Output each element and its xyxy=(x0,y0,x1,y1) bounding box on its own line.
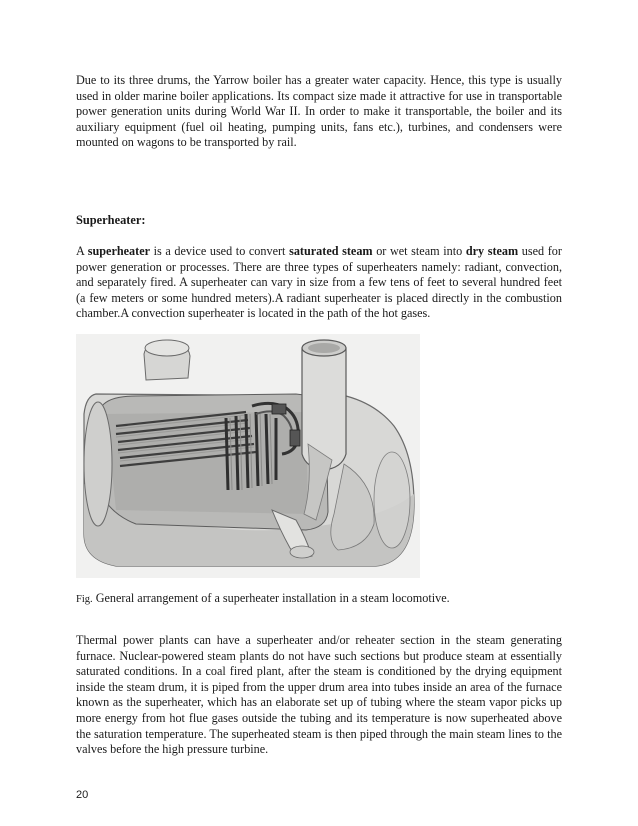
figure-label: Fig. xyxy=(76,594,93,605)
text-run: A xyxy=(76,244,88,258)
paragraph-superheater-definition xyxy=(76,244,562,322)
caption-text: General arrangement of a superheater installation in a steam locomotive. xyxy=(92,591,450,605)
page-number: 20 xyxy=(76,789,89,801)
paragraph-thermal-power-plants: Thermal power plants can have a superheater and/or reheater section in the steam generating furnace. Nuclear-powered steam plants do not have such sections but produce steam at essentially saturated conditions. In a coal fired plant, after the steam is conditioned by the drying equipment inside the steam drum, it is piped from the upper drum area into tubes inside an area of the furnace known as the superheater, which has an elaborate set up of tubing where the steam vapor picks up more energy from hot flue gases outside the tubing and its temperature is now superheated above the saturation temperature. The superheated steam is then piped through the main steam lines to the valves before the high pressure turbine. xyxy=(76,633,562,757)
paragraph-yarrow-boiler: Due to its three drums, the Yarrow boiler has a greater water capacity. Hence, this type is usually used in older marine boiler applications. Its compact size made it attractive for use in transportable power generation units during World War II. In order to make it transportable, the boiler and its auxiliary equipment (fuel oil heating, pumping units, fans etc.), turbines, and condensers were mounted on wagons to be transported by rail. xyxy=(76,73,562,150)
superheater-illustration xyxy=(76,334,420,578)
bold-term-dry-steam: dry steam xyxy=(465,244,519,258)
text-run: is a device used to convert xyxy=(150,244,290,258)
text-run: or wet steam into xyxy=(372,244,466,258)
bold-term-saturated-steam: saturated steam xyxy=(289,244,373,258)
figure-caption xyxy=(76,591,450,606)
bold-term-superheater: superheater xyxy=(87,244,151,258)
section-heading-superheater: Superheater: xyxy=(76,213,146,227)
text-run: used for power generation or processes. There are three types of superheaters namely: radiant, convection, and separately fired. A superheater can vary in size from a few tens of feet to several hundred feet (a few meters or some hundred meters).A radiant superheater is placed directly in the combustion chamber.A convection superheater is located in the path of the hot gases. xyxy=(76,244,562,321)
